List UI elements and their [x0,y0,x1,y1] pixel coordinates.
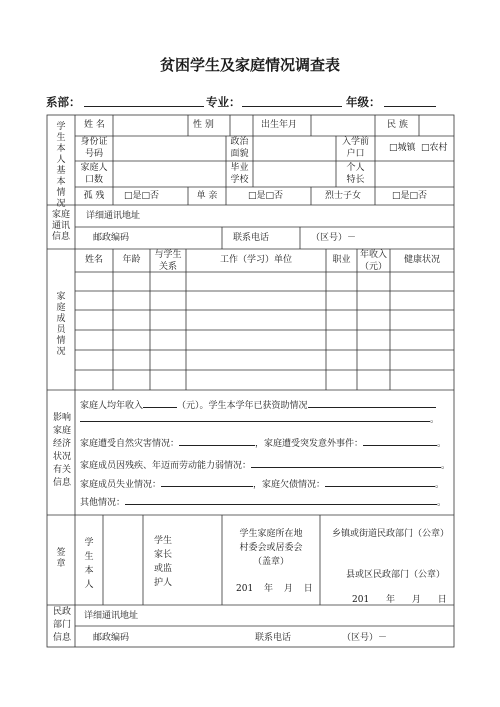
talent-label-line2: 特长 [346,175,365,185]
member-row[interactable] [75,292,454,310]
graduated-label-line1: 毕业 [230,163,249,173]
graduated-school-field[interactable] [253,162,336,187]
form-title: 贫困学生及家庭情况调查表 [159,56,340,74]
economic-line-income-cont: 。 [80,412,439,426]
signature-guardian-label: 学生家长或监护人 [153,536,172,588]
economic-line-disaster: 家庭遭受自然灾害情况： ，家庭遭受突发意外事件： 。 [80,436,446,450]
other-blank[interactable] [125,495,437,505]
population-label-line2: 口数 [84,175,103,185]
unemployment-label: 家庭成员失业情况： [80,480,162,490]
name-field[interactable] [113,116,188,136]
major-label: 专业： [206,95,241,109]
economic-line-unemployment: 家庭成员失业情况： ，家庭欠债情况： 。 [80,477,444,491]
contact-address-field[interactable] [150,206,454,227]
political-label-line2: 面貌 [230,149,249,159]
accident-label: ，家庭遭受突发意外事件： [255,439,364,449]
member-header-health: 健康状况 [403,255,440,265]
member-header-workplace: 工作（学习）单位 [219,255,292,265]
signature-student-label: 学生本人 [84,538,94,590]
martyr-label: 烈士子女 [324,191,361,201]
population-field[interactable] [113,162,226,187]
member-row[interactable] [75,273,454,291]
hukou-label-line1: 入学前 [341,137,369,147]
martyr-checkbox[interactable]: □是□否 [392,191,428,201]
urban-checkbox[interactable]: □城镇 [389,143,416,153]
member-header-relation: 与学生关系 [154,250,182,272]
political-label-line1: 政治 [230,137,249,147]
unemployment-blank[interactable] [161,477,253,487]
county-date[interactable]: 201 年 月 日 [352,595,447,605]
committee-stamp-note: （盖章） [252,557,289,567]
disability-label: 家庭成员因残疾、年迈而劳动能力弱情况： [80,461,252,471]
ethnicity-field[interactable] [419,116,454,136]
rural-checkbox[interactable]: □农村 [421,143,448,153]
economic-line-other: 其他情况： 。 [80,495,446,509]
other-label: 其他情况： [80,498,126,508]
ethnicity-label: 民 族 [387,120,408,130]
grade-label: 年级： [346,95,381,109]
civil-area-code[interactable]: （区号）－ [342,633,388,643]
section-label-economic: 影响家庭经济状况有关信息 [52,413,71,488]
disability-blank[interactable] [251,458,441,468]
section-label-signature: 签章 [56,548,66,569]
contact-postcode-field[interactable] [140,228,222,249]
member-row[interactable] [75,351,454,370]
income-blank[interactable] [143,398,177,408]
contact-area-code[interactable]: （区号）－ [311,233,357,243]
single-parent-checkbox[interactable]: □是□否 [248,191,284,201]
single-parent-label: 单 亲 [196,191,218,201]
township-stamp-label: 乡镇或街道民政部门（公章） [332,529,450,539]
department-label: 系部： [46,95,81,109]
section-label-contact-info: 家庭通讯信息 [52,210,71,242]
civil-phone-label: 联系电话 [255,633,292,643]
contact-phone-label: 联系电话 [233,233,270,243]
committee-label-line1: 学生家庭所在地 [239,529,303,539]
gender-label: 性 别 [193,120,214,130]
member-row[interactable] [75,371,454,390]
disaster-label: 家庭遭受自然灾害情况： [80,439,180,449]
civil-postcode-label: 邮政编码 [93,633,130,643]
section-label-civil-affairs: 民政部门信息 [52,607,71,643]
contact-address-label: 详细通讯地址 [86,211,141,221]
debt-blank[interactable] [325,477,435,487]
population-label-line1: 家庭人 [80,163,108,173]
guardian-signature-field[interactable] [178,516,222,605]
economic-line-disability: 家庭成员因残疾、年迈而劳动能力弱情况： 。 [80,458,450,472]
orphan-label: 孤 残 [83,191,105,201]
talent-label-line1: 个人 [346,163,365,173]
birth-field[interactable] [311,116,375,136]
income-label: 家庭人均年收入 [80,401,144,411]
aid-blank[interactable] [308,398,436,408]
member-row[interactable] [75,311,454,330]
member-header-age: 年龄 [122,255,141,265]
committee-label-line2: 村委会或居委会 [239,543,303,553]
name-label: 姓 名 [84,120,105,130]
graduated-label-line2: 学校 [230,175,249,185]
contact-postcode-label: 邮政编码 [93,233,130,243]
id-label-line1: 身份证 [80,137,108,147]
talent-field[interactable] [375,162,454,187]
section-label-family-members: 家庭成员情况 [56,292,66,357]
birth-label: 出生年月 [261,120,298,130]
member-row[interactable] [75,331,454,350]
civil-address-label: 详细通讯地址 [84,611,139,621]
committee-date[interactable]: 201 年 月 日 [236,584,313,594]
aid-label: （元）。学生本学年已获资助情况 [177,401,308,411]
county-stamp-label: 县或区民政部门（公章） [346,570,446,580]
student-signature-field[interactable] [103,516,143,605]
accident-blank[interactable] [363,436,437,446]
disaster-blank[interactable] [179,436,255,446]
id-number-field[interactable] [113,137,226,161]
aid-blank-cont[interactable] [80,412,430,422]
id-label-line2: 号码 [84,149,103,159]
section-label-student-info: 学生本人基本情况 [56,122,66,209]
civil-postcode-field[interactable] [140,627,240,647]
civil-address-field[interactable] [150,606,454,626]
gender-field[interactable] [230,116,253,136]
hukou-label-line2: 户口 [346,149,365,159]
member-header-name: 姓名 [84,255,103,265]
member-header-occupation: 职业 [332,255,351,265]
debt-label: ，家庭欠债情况： [253,480,326,490]
economic-line-income [80,398,436,412]
orphan-checkbox[interactable]: □是□否 [124,191,160,201]
political-field[interactable] [253,137,336,161]
member-header-income: 年收入（元） [359,250,387,272]
